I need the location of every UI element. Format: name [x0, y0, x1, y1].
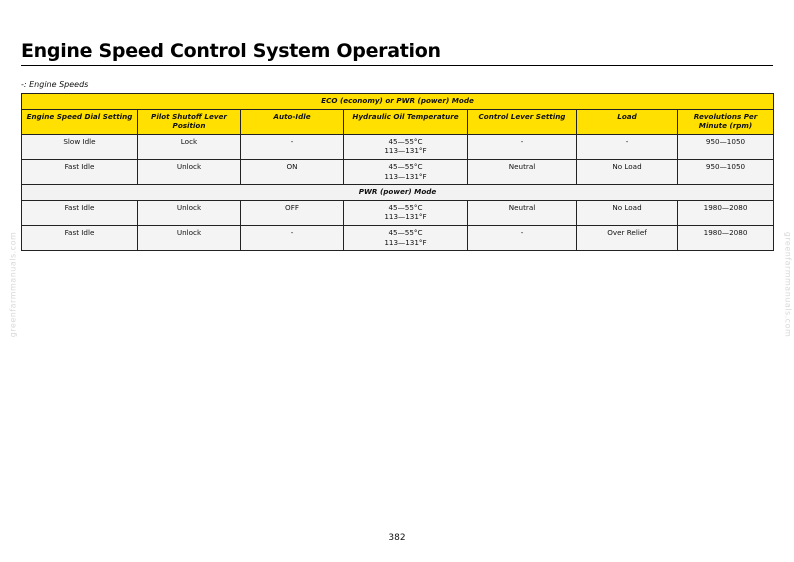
- load-cell: -: [577, 134, 678, 159]
- temp-celsius: 45—55°C: [388, 202, 423, 212]
- page-number: 382: [388, 533, 406, 543]
- watermark-left: greenfarmmanuals.com: [8, 231, 18, 338]
- table-row: [22, 159, 774, 184]
- dial-setting-cell: Fast Idle: [22, 200, 138, 225]
- column-header: Revolutions Per Minute (rpm): [678, 109, 774, 134]
- auto-idle-cell: ON: [241, 159, 344, 184]
- oil-temperature-cell: [344, 200, 468, 225]
- oil-temperature-cell: [344, 225, 468, 250]
- temp-fahrenheit: 113—131°F: [384, 237, 427, 247]
- auto-idle-cell: -: [241, 134, 344, 159]
- temp-fahrenheit: 113—131°F: [384, 171, 427, 181]
- temp-celsius: 45—55°C: [388, 227, 423, 237]
- rpm-cell: 1980—2080: [678, 200, 774, 225]
- column-header: Control Lever Setting: [468, 109, 577, 134]
- rpm-cell: 950—1050: [678, 134, 774, 159]
- oil-temperature-cell: [344, 134, 468, 159]
- table-row: [22, 134, 774, 159]
- column-header: Pilot Shutoff Lever Position: [138, 109, 241, 134]
- temp-celsius: 45—55°C: [388, 161, 423, 171]
- column-header: Load: [577, 109, 678, 134]
- eco-mode-band: ECO (economy) or PWR (power) Mode: [22, 94, 774, 110]
- eco-mode-band-row: [22, 94, 774, 110]
- control-lever-cell: Neutral: [468, 159, 577, 184]
- dial-setting-cell: Slow Idle: [22, 134, 138, 159]
- load-cell: No Load: [577, 200, 678, 225]
- lever-position-cell: Lock: [138, 134, 241, 159]
- pwr-mode-band: PWR (power) Mode: [22, 185, 774, 201]
- column-header: Hydraulic Oil Temperature: [344, 109, 468, 134]
- lever-position-cell: Unlock: [138, 200, 241, 225]
- engine-speeds-table: [21, 93, 774, 251]
- dial-setting-cell: Fast Idle: [22, 159, 138, 184]
- title-divider: [21, 65, 773, 66]
- column-header: Auto-Idle: [241, 109, 344, 134]
- page-title: Engine Speed Control System Operation: [21, 40, 441, 62]
- rpm-cell: 950—1050: [678, 159, 774, 184]
- table-header-row: [22, 109, 774, 134]
- column-header: Engine Speed Dial Setting: [22, 109, 138, 134]
- pwr-mode-band-row: [22, 185, 774, 201]
- oil-temperature-cell: [344, 159, 468, 184]
- table-row: [22, 200, 774, 225]
- auto-idle-cell: OFF: [241, 200, 344, 225]
- load-cell: No Load: [577, 159, 678, 184]
- rpm-cell: 1980—2080: [678, 225, 774, 250]
- control-lever-cell: -: [468, 134, 577, 159]
- lever-position-cell: Unlock: [138, 159, 241, 184]
- table-row: [22, 225, 774, 250]
- auto-idle-cell: -: [241, 225, 344, 250]
- temp-fahrenheit: 113—131°F: [384, 212, 427, 222]
- watermark-right: greenfarmmanuals.com: [783, 231, 793, 338]
- load-cell: Over Relief: [577, 225, 678, 250]
- control-lever-cell: -: [468, 225, 577, 250]
- temp-fahrenheit: 113—131°F: [384, 146, 427, 156]
- control-lever-cell: Neutral: [468, 200, 577, 225]
- temp-celsius: 45—55°C: [388, 136, 423, 146]
- table-caption: -: Engine Speeds: [21, 80, 89, 89]
- dial-setting-cell: Fast Idle: [22, 225, 138, 250]
- lever-position-cell: Unlock: [138, 225, 241, 250]
